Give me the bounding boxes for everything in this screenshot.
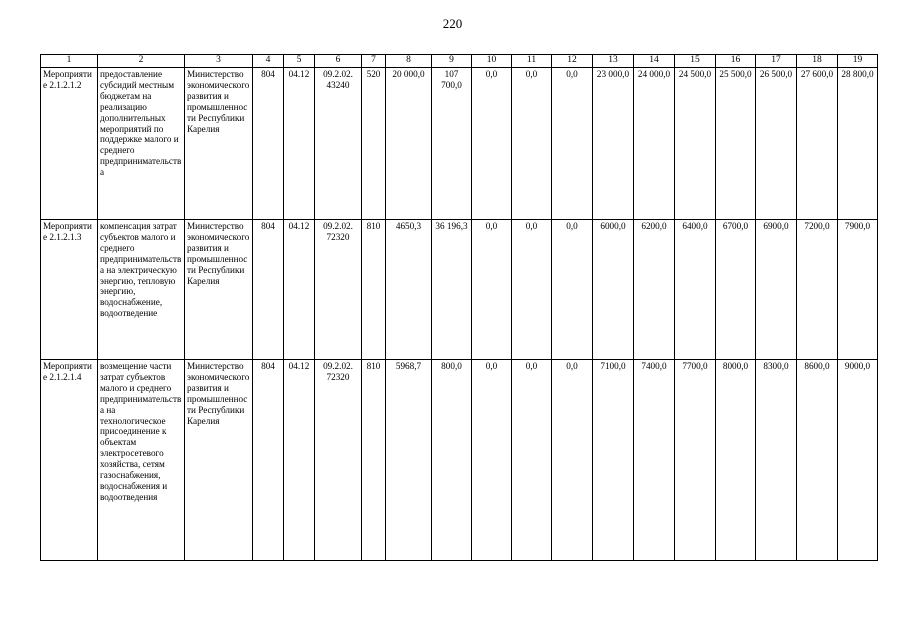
executor-cell: Министерство экономического развития и промышленности Республики Карелия xyxy=(185,360,253,561)
expense-type-cell: 520 xyxy=(362,68,386,220)
column-header: 5 xyxy=(284,55,315,68)
section-code-cell: 04.12 xyxy=(284,68,315,220)
value-cell: 0,0 xyxy=(552,220,593,360)
activity-description-cell: компенсация затрат субъектов малого и среднего предпринимательства на электрическую энергию, тепловую энергию, водоснабжение, водоотведение xyxy=(98,220,185,360)
ministry-code-cell: 804 xyxy=(253,220,284,360)
target-article-cell: 09.2.02. 72320 xyxy=(315,220,362,360)
activity-code-cell: Мероприятие 2.1.2.1.3 xyxy=(41,220,98,360)
value-cell: 0,0 xyxy=(472,220,512,360)
page-number: 220 xyxy=(442,16,463,31)
value-cell: 9000,0 xyxy=(838,360,878,561)
value-cell: 8000,0 xyxy=(716,360,756,561)
column-header: 12 xyxy=(552,55,593,68)
value-cell: 6000,0 xyxy=(593,220,634,360)
value-cell: 6900,0 xyxy=(756,220,797,360)
activity-description-cell: возмещение части затрат субъектов малого и среднего предпринимательства на технологическое присоединение к объектам электросетевого хозяйства, сетям газоснабжения, водоснабжения и водоотведения xyxy=(98,360,185,561)
value-cell: 6700,0 xyxy=(716,220,756,360)
value-cell: 20 000,0 xyxy=(386,68,432,220)
value-cell: 7900,0 xyxy=(838,220,878,360)
column-header: 18 xyxy=(797,55,838,68)
section-code-cell: 04.12 xyxy=(284,220,315,360)
value-cell: 36 196,3 xyxy=(432,220,472,360)
column-number-row xyxy=(41,55,878,68)
value-cell: 6200,0 xyxy=(634,220,675,360)
column-header: 7 xyxy=(362,55,386,68)
column-header: 13 xyxy=(593,55,634,68)
value-cell: 27 600,0 xyxy=(797,68,838,220)
ministry-code-cell: 804 xyxy=(253,68,284,220)
value-cell: 0,0 xyxy=(552,360,593,561)
column-header: 6 xyxy=(315,55,362,68)
value-cell: 107 700,0 xyxy=(432,68,472,220)
value-cell: 0,0 xyxy=(512,220,552,360)
column-header: 2 xyxy=(98,55,185,68)
target-article-cell: 09.2.02. 72320 xyxy=(315,360,362,561)
value-cell: 24 000,0 xyxy=(634,68,675,220)
value-cell: 7100,0 xyxy=(593,360,634,561)
target-article-cell: 09.2.02. 43240 xyxy=(315,68,362,220)
value-cell: 7400,0 xyxy=(634,360,675,561)
value-cell: 0,0 xyxy=(472,68,512,220)
column-header: 8 xyxy=(386,55,432,68)
column-header: 3 xyxy=(185,55,253,68)
value-cell: 0,0 xyxy=(552,68,593,220)
column-header: 15 xyxy=(675,55,716,68)
ministry-code-cell: 804 xyxy=(253,360,284,561)
executor-cell: Министерство экономического развития и промышленности Республики Карелия xyxy=(185,68,253,220)
table-row xyxy=(41,220,878,360)
value-cell: 4650,3 xyxy=(386,220,432,360)
column-header: 14 xyxy=(634,55,675,68)
section-code-cell: 04.12 xyxy=(284,360,315,561)
value-cell: 23 000,0 xyxy=(593,68,634,220)
value-cell: 5968,7 xyxy=(386,360,432,561)
value-cell: 8600,0 xyxy=(797,360,838,561)
value-cell: 25 500,0 xyxy=(716,68,756,220)
activity-description-cell: предоставление субсидий местным бюджетам на реализацию дополнительных мероприятий по поддержке малого и среднего предпринимательства xyxy=(98,68,185,220)
value-cell: 6400,0 xyxy=(675,220,716,360)
column-header: 17 xyxy=(756,55,797,68)
column-header: 16 xyxy=(716,55,756,68)
value-cell: 8300,0 xyxy=(756,360,797,561)
column-header: 19 xyxy=(838,55,878,68)
expense-type-cell: 810 xyxy=(362,360,386,561)
value-cell: 800,0 xyxy=(432,360,472,561)
column-header: 11 xyxy=(512,55,552,68)
value-cell: 0,0 xyxy=(472,360,512,561)
column-header: 4 xyxy=(253,55,284,68)
value-cell: 7200,0 xyxy=(797,220,838,360)
column-header: 9 xyxy=(432,55,472,68)
value-cell: 26 500,0 xyxy=(756,68,797,220)
activity-code-cell: Мероприятие 2.1.2.1.2 xyxy=(41,68,98,220)
table-row xyxy=(41,360,878,561)
column-header: 10 xyxy=(472,55,512,68)
budget-table xyxy=(40,54,878,561)
executor-cell: Министерство экономического развития и промышленности Республики Карелия xyxy=(185,220,253,360)
activity-code-cell: Мероприятие 2.1.2.1.4 xyxy=(41,360,98,561)
value-cell: 0,0 xyxy=(512,68,552,220)
value-cell: 24 500,0 xyxy=(675,68,716,220)
expense-type-cell: 810 xyxy=(362,220,386,360)
value-cell: 0,0 xyxy=(512,360,552,561)
table-row xyxy=(41,68,878,220)
value-cell: 7700,0 xyxy=(675,360,716,561)
value-cell: 28 800,0 xyxy=(838,68,878,220)
column-header: 1 xyxy=(41,55,98,68)
